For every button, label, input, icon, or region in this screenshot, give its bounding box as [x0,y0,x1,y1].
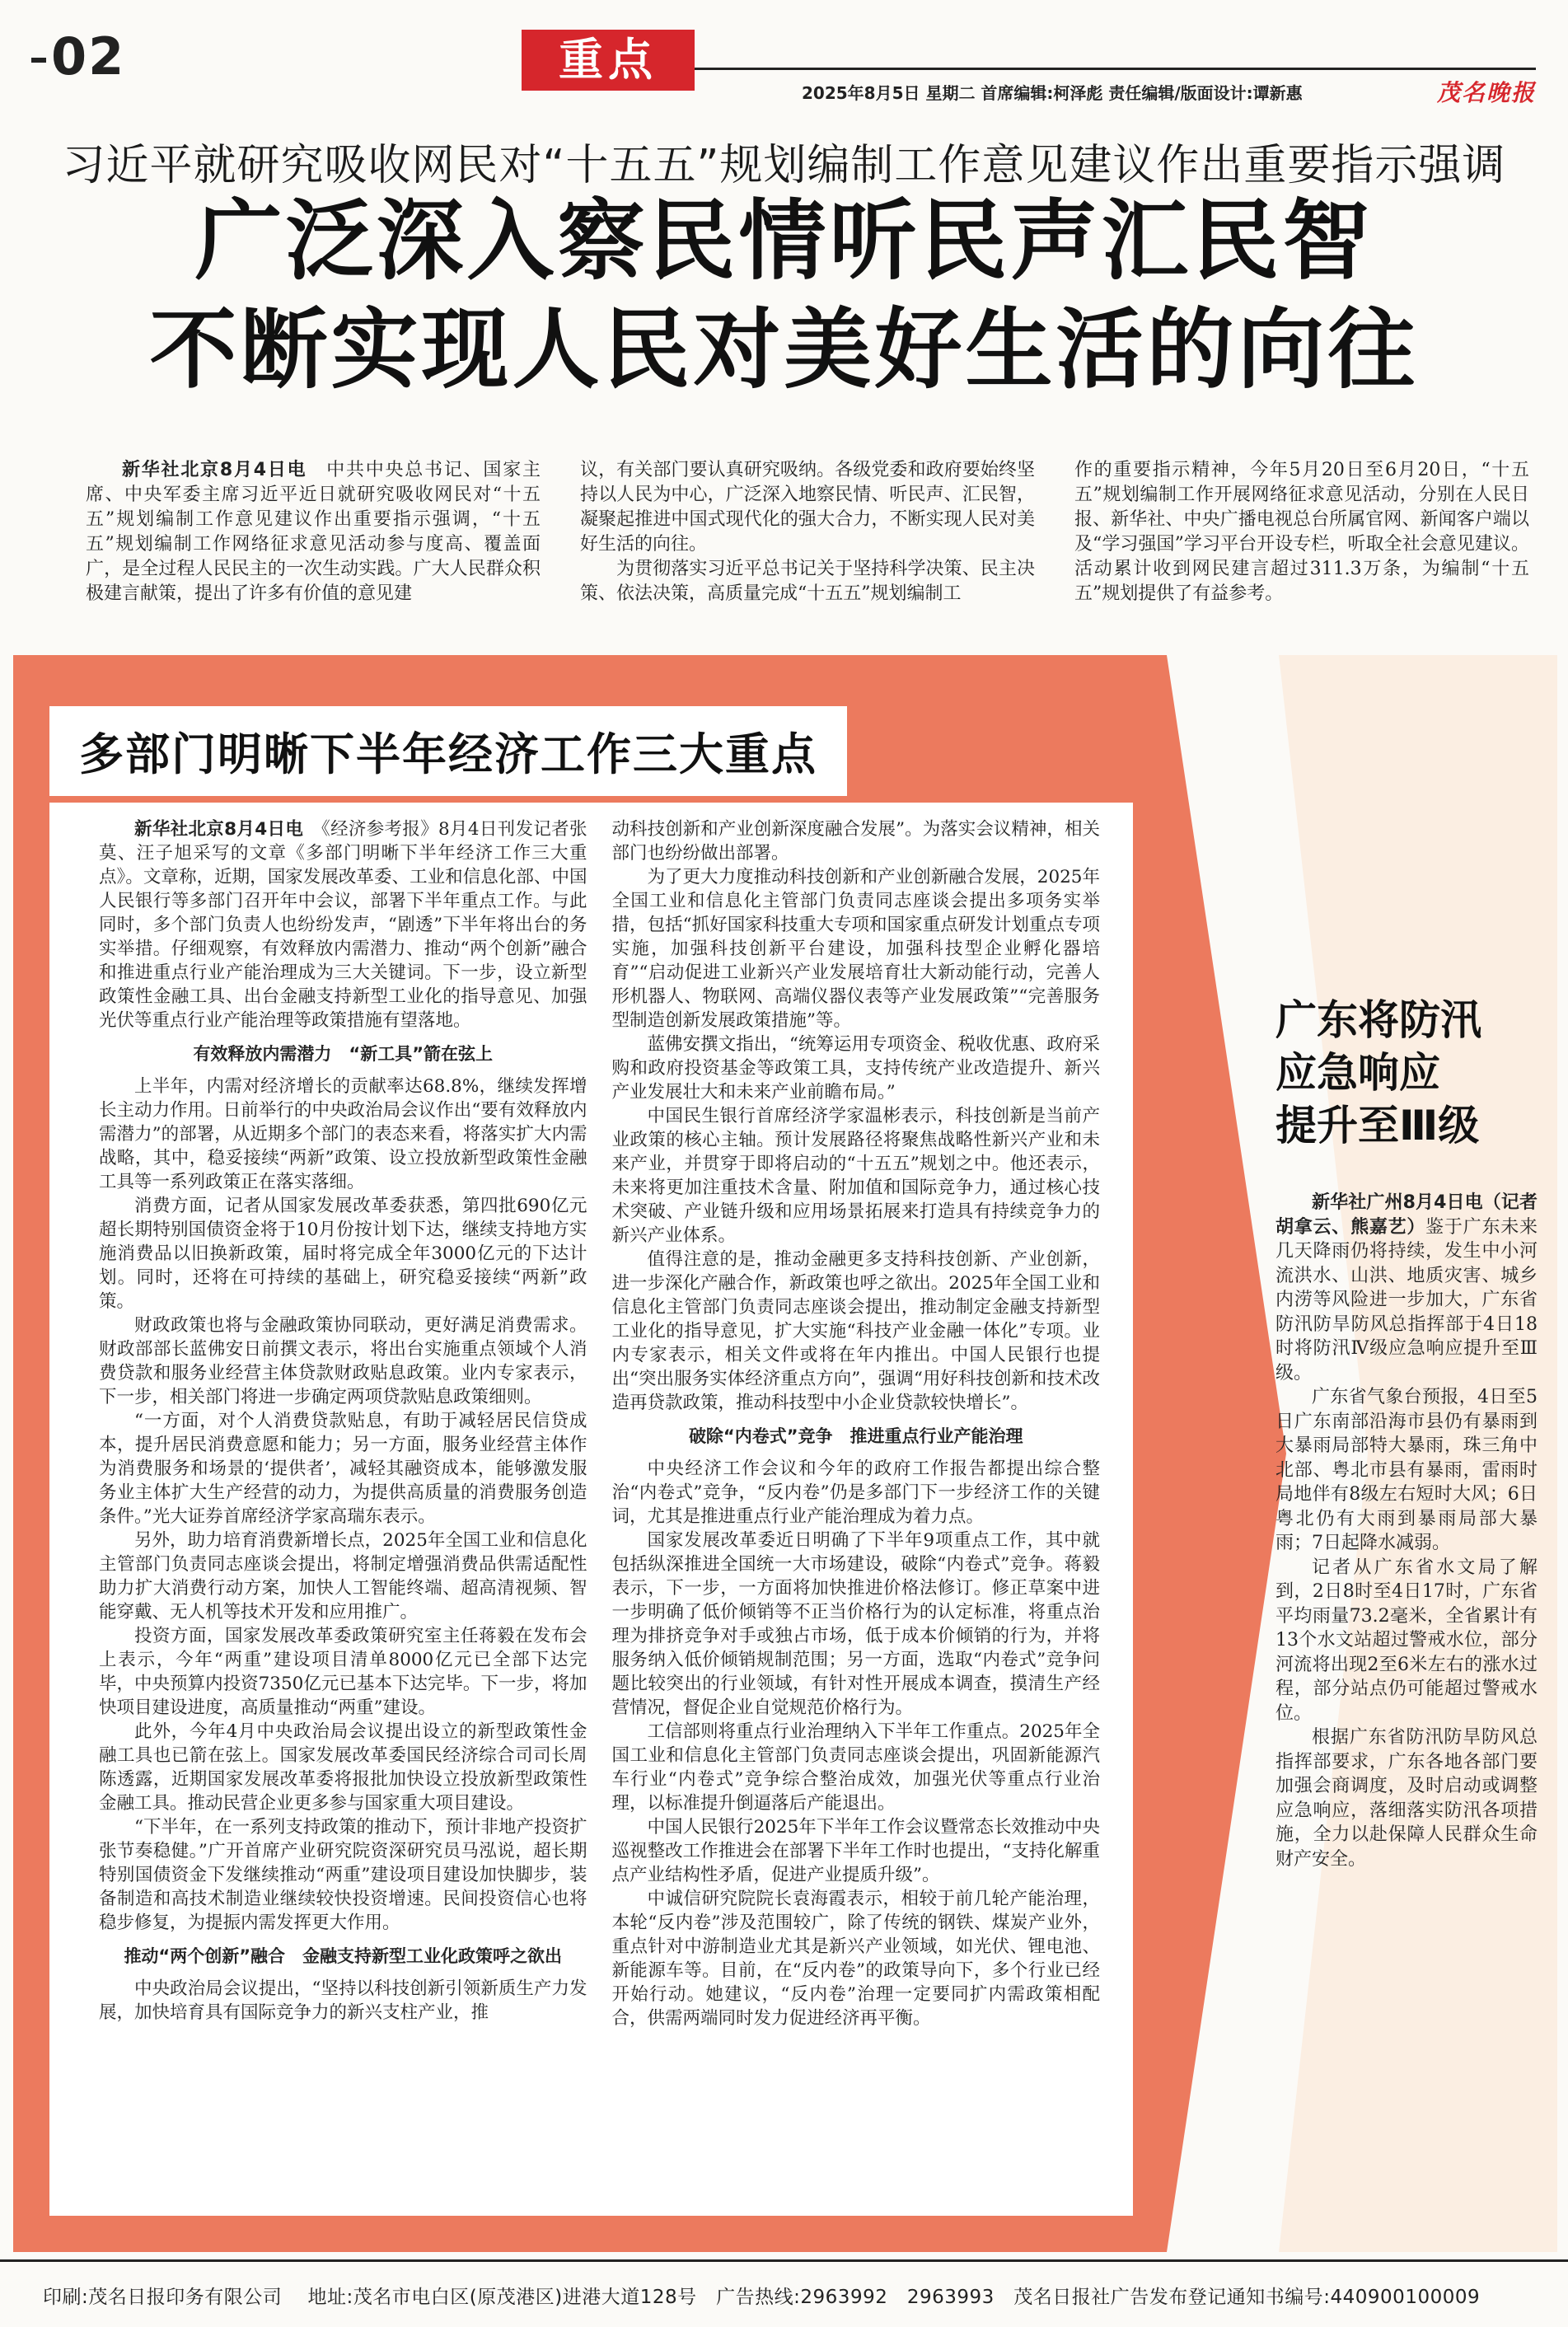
feature-p10: 中央政治局会议提出，“坚持以科技创新引领新质生产力发展，加快培育具有国际竞争力的新兴支柱产业，推 [99,1978,587,2023]
page-number: 02 [31,26,125,87]
page-header [31,26,1536,106]
feature-article [49,803,1133,2216]
lead-text-3: 为贯彻落实习近平总书记关于坚持科学决策、民主决策、依法决策，高质量完成“十五五”规划编制工 [580,559,1035,604]
side-title-line2: 应急响应 [1275,1049,1440,1097]
feature-p12: 为了更大力度推动科技创新和产业创新融合发展，2025年全国工业和信息化主管部门负责同志座谈会提出多项务实举措，包括“抓好国家科技重大专项和国家重点研发计划重点专项实施，加强科技创新平台建设，加强科技型企业孵化器培育”“启动促进工业新兴产业发展培育壮大新动能行动，完善人形机器人、物联网、高端仪器仪表等产业发展政策”“完善服务型制造创新发展政策措施”等。 [611,867,1100,1031]
feature-p13: 蓝佛安撰文指出，“统筹运用专项资金、税收优惠、政府采购和政府投资基金等政策工具，支持传统产业改造提升、新兴产业发展壮大和未来产业前瞻布局。” [611,1034,1100,1103]
lead-title-line2: 不断实现人民对美好生活的向往 [149,299,1419,400]
lead-text-4: 作的重要指示精神，今年5月20日至6月20日，“十五五”规划编制工作开展网络征求意见活动，分别在人民日报、新华社、中央广播电视总台所属官网、新闻客户端以及“学习强国”学习平台开设专栏，听取全社会意见建议。活动累计收到网民建言超过311.3万条，为编制“十五五”规划提供了有益参考。 [1074,460,1529,604]
page-footer [0,2259,1568,2327]
feature-subhead-3: 破除“内卷式”竞争 推进重点行业产能治理 [688,1426,1023,1446]
lead-column-1 [86,458,541,606]
feature-p17: 国家发展改革委近日明确了下半年9项重点工作，其中就包括纵深推进全国统一大市场建设，破除“内卷式”竞争。蒋毅表示，下一步，一方面将加快推进价格法修订。修正草案中进一步明确了低价倾销等不正当价格行为的认定标准，将重点治理为排挤竞争对手或独占市场，低于成本价倾销的行为，并将服务纳入低价倾销规制范围；另一方面，选取“内卷式”竞争问题比较突出的行业领域，有针对性开展成本调查，摸清生产经营情况，督促企业自觉规范价格行为。 [611,1530,1100,1718]
feature-p11: 动科技创新和产业创新深度融合发展”。为落实会议精神，相关部门也纷纷做出部署。 [611,819,1100,864]
lead-title-line1: 广泛深入察民情听民声汇民智 [194,190,1374,292]
feature-p7: 投资方面，国家发展改革委政策研究室主任蒋毅在发布会上表示，今年“两重”建设项目清单8000亿元已全部下达完毕，中央预算内投资7350亿元已基本下达完毕。下一步，将加快项目建设进度，高质量推动“两重”建设。 [99,1626,587,1718]
side-p1: 鉴于广东未来几天降雨仍将持续，发生中小河流洪水、山洪、地质灾害、城乡内涝等风险进一步加大，广东省防汛防旱防风总指挥部于4日18时将防汛Ⅳ级应急响应提升至Ⅲ级。 [1275,1216,1538,1384]
feature-p2: 上半年，内需对经济增长的贡献率达68.8%，继续发挥增长主动力作用。日前举行的中央政治局会议作出“要有效释放内需潜力”的部署，从近期多个部门的表态来看，将落实扩大内需战略，其中，稳妥接续“两新”政策、设立投放新型政策性金融工具等一系列政策正在落实落细。 [99,1076,587,1192]
feature-title: 多部门明晰下半年经济工作三大重点 [49,706,847,796]
lead-column-3 [1074,458,1529,606]
side-p2: 广东省气象台预报，4日至5日广东南部沿海市县仍有暴雨到大暴雨局部特大暴雨，珠三角中北部、粤北市县有暴雨，雷雨时局地伴有8级左右短时大风；6日粤北仍有大雨到暴雨局部大暴雨；7日起降水减弱。 [1275,1387,1538,1553]
feature-p5: “一方面，对个人消费贷款贴息，有助于减轻居民信贷成本，提升居民消费意愿和能力；另一方面，服务业经营主体作为消费服务和场景的‘提供者’，减轻其融资成本，能够激发服务业主体扩大生产经营的动力，为提供高质量的消费服务创造条件。”光大证券首席经济学家高瑞东表示。 [99,1411,587,1527]
feature-p20: 中诚信研究院院长袁海霞表示，相较于前几轮产能治理，本轮“反内卷”涉及范围较广，除了传统的钢铁、煤炭产业外，重点针对中游制造业尤其是新兴产业领域，如光伏、锂电池、新能源车等。目前，在“反内卷”的政策导向下，多个行业已经开始行动。她建议，“反内卷”治理一定要同扩内需政策相配合，供需两端同时发力促进经济再平衡。 [611,1889,1100,2029]
feature-p16: 中央经济工作会议和今年的政府工作报告都提出综合整治“内卷式”竞争，“反内卷”仍是多部门下一步经济工作的关键词，尤其是推进重点行业产能治理成为着力点。 [611,1458,1100,1527]
side-p4: 根据广东省防汛防旱防风总指挥部要求，广东各地各部门要加强会商调度，及时启动或调整应急响应，落细落实防汛各项措施，全力以赴保障人民群众生命财产安全。 [1275,1727,1538,1870]
feature-p3: 消费方面，记者从国家发展改革委获悉，第四批690亿元超长期特别国债资金将于10月份按计划下达，继续支持地方实施消费品以旧换新政策，届时将完成全年3000亿元的下达计划。同时，还将在可持续的基础上，研究稳妥接续“两新”政策。 [99,1196,587,1312]
side-dateline: 新华社广州8月4日电（记者胡拿云、熊嘉艺） [1275,1192,1538,1238]
lead-column-2 [580,458,1035,606]
feature-subhead-2: 推动“两个创新”融合 金融支持新型工业化政策呼之欲出 [124,1946,563,1966]
lead-text-1: 中共中央总书记、国家主席、中央军委主席习近平近日就研究吸收网民对“十五五”规划编制工作意见建议作出重要指示强调，“十五五”规划编制工作网络征求意见活动参与度高、覆盖面广，是全过程人民民主的一次生动实践。广大人民群众积极建言献策，提出了许多有价值的意见建 [86,460,541,604]
footer-imprint: 印刷:茂名日报印务有限公司 地址:茂名市电白区(原茂港区)进港大道128号 广告热线:2963992 2963993 茂名日报社广告发布登记通知书编号:440900100009 [43,2287,1481,2308]
issue-info: 2025年8月5日 星期二 首席编辑:柯泽彪 责任编辑/版面设计:谭新惠 [802,83,1303,103]
lead-kicker: 习近平就研究吸收网民对“十五五”规划编制工作意见建议作出重要指示强调 [62,141,1506,190]
feature-p9: “下半年，在一系列支持政策的推动下，预计非地产投资扩张节奏稳健。”广开首席产业研究院资深研究员马泓说，超长期特别国债资金下发继续推动“两重”建设项目建设加快脚步，装备制造和高技术制造业继续较快投资增速。民间投资信心也将稳步修复，为提振内需发挥更大作用。 [99,1817,587,1933]
feature-column-2 [612,817,1101,2206]
side-p3: 记者从广东省水文局了解到，2日8时至4日17时，广东省平均雨量73.2毫米，全省累计有13个水文站超过警戒水位，部分河流将出现2至6米左右的涨水过程，部分站点仍可能超过警戒水位。 [1275,1557,1538,1724]
side-story-title [1275,994,1547,1152]
feature-p1: 《经济参考报》8月4日刊发记者张莫、汪子旭采写的文章《多部门明晰下半年经济工作三大重点》。文章称，近期，国家发展改革委、工业和信息化部、中国人民银行等多部门召开年中会议，部署下半年重点工作。与此同时，多个部门负责人也纷纷发声，“剧透”下半年将出台的务实举措。仔细观察，有效释放内需潜力、推动“两个创新”融合和推进重点行业产能治理成为三大关键词。下一步，设立新型政策性金融工具、出台金融支持新型工业化的指导意见、加强光伏等重点行业产能治理等政策措施有望落地。 [99,819,587,1031]
feature-p19: 中国人民银行2025年下半年工作会议暨常态长效推动中央巡视整改工作推进会在部署下半年工作时也提出，“支持化解重点产业结构性矛盾，促进产业提质升级”。 [611,1817,1100,1885]
feature-p4: 财政政策也将与金融政策协同联动，更好满足消费需求。财政部部长蓝佛安日前撰文表示，将出台实施重点领域个人消费贷款和服务业经营主体贷款财政贴息政策。业内专家表示，下一步，相关部门将进一步确定两项贷款贴息政策细则。 [99,1315,587,1407]
feature-column-1 [99,817,587,2206]
feature-p18: 工信部则将重点行业治理纳入下半年工作重点。2025年全国工业和信息化主管部门负责同志座谈会提出，巩固新能源汽车行业“内卷式”竞争综合整治成效，加强光伏等重点行业治理，以标准提升倒逼落后产能退出。 [611,1721,1100,1814]
section-label: 重点 [522,30,695,91]
lead-text-2: 议，有关部门要认真研究吸纳。各级党委和政府要始终坚持以人民为中心，广泛深入地察民情、听民声、汇民智，凝聚起推进中国式现代化的强大合力，不断实现人民对美好生活的向往。 [580,460,1035,555]
feature-p14: 中国民生银行首席经济学家温彬表示，科技创新是当前产业政策的核心主轴。预计发展路径将聚焦战略性新兴产业和未来产业，并贯穿于即将启动的“十五五”规划之中。他还表示，未来将更加注重技术含量、附加值和国际竞争力，通过核心技术突破、产业链升级和应用场景拓展来打造具有持续竞争力的新兴产业体系。 [611,1106,1100,1246]
side-title-line1: 广东将防汛 [1275,996,1481,1044]
lead-dateline: 新华社北京8月4日电 [122,460,307,480]
lead-article [86,458,1529,606]
feature-p15: 值得注意的是，推动金融更多支持科技创新、产业创新，进一步深化产融合作，新政策也呼之欲出。2025年全国工业和信息化主管部门负责同志座谈会提出，推动制定金融支持新型工业化的指导意见，扩大实施“科技产业金融一体化”专项。业内专家表示，相关文件或将在年内推出。中国人民银行也提出“突出服务实体经济重点方向”，强调“用好科技创新和技术改造再贷款政策，推动科技型中小企业贷款较快增长”。 [611,1249,1100,1413]
feature-dateline: 新华社北京8月4日电 [134,819,304,840]
feature-p6: 另外，助力培育消费新增长点，2025年全国工业和信息化主管部门负责同志座谈会提出，将制定增强消费品供需适配性助力扩大消费行动方案，加快人工智能终端、超高清视频、智能穿戴、无人机等技术开发和应用推广。 [99,1530,587,1622]
header-info-bar [695,68,1536,106]
side-story-body [1275,1191,1538,1871]
side-title-line3: 提升至Ⅲ级 [1275,1102,1480,1149]
feature-subhead-1: 有效释放内需潜力 “新工具”箭在弦上 [193,1044,494,1064]
newspaper-logo: 茂名晚报 [1436,79,1536,106]
feature-p8: 此外，今年4月中央政治局会议提出设立的新型政策性金融工具也已箭在弦上。国家发展改革委国民经济综合司司长周陈透露，近期国家发展改革委将报批加快设立投放新型政策性金融工具。推动民营企业更多参与国家重大项目建设。 [99,1721,587,1814]
